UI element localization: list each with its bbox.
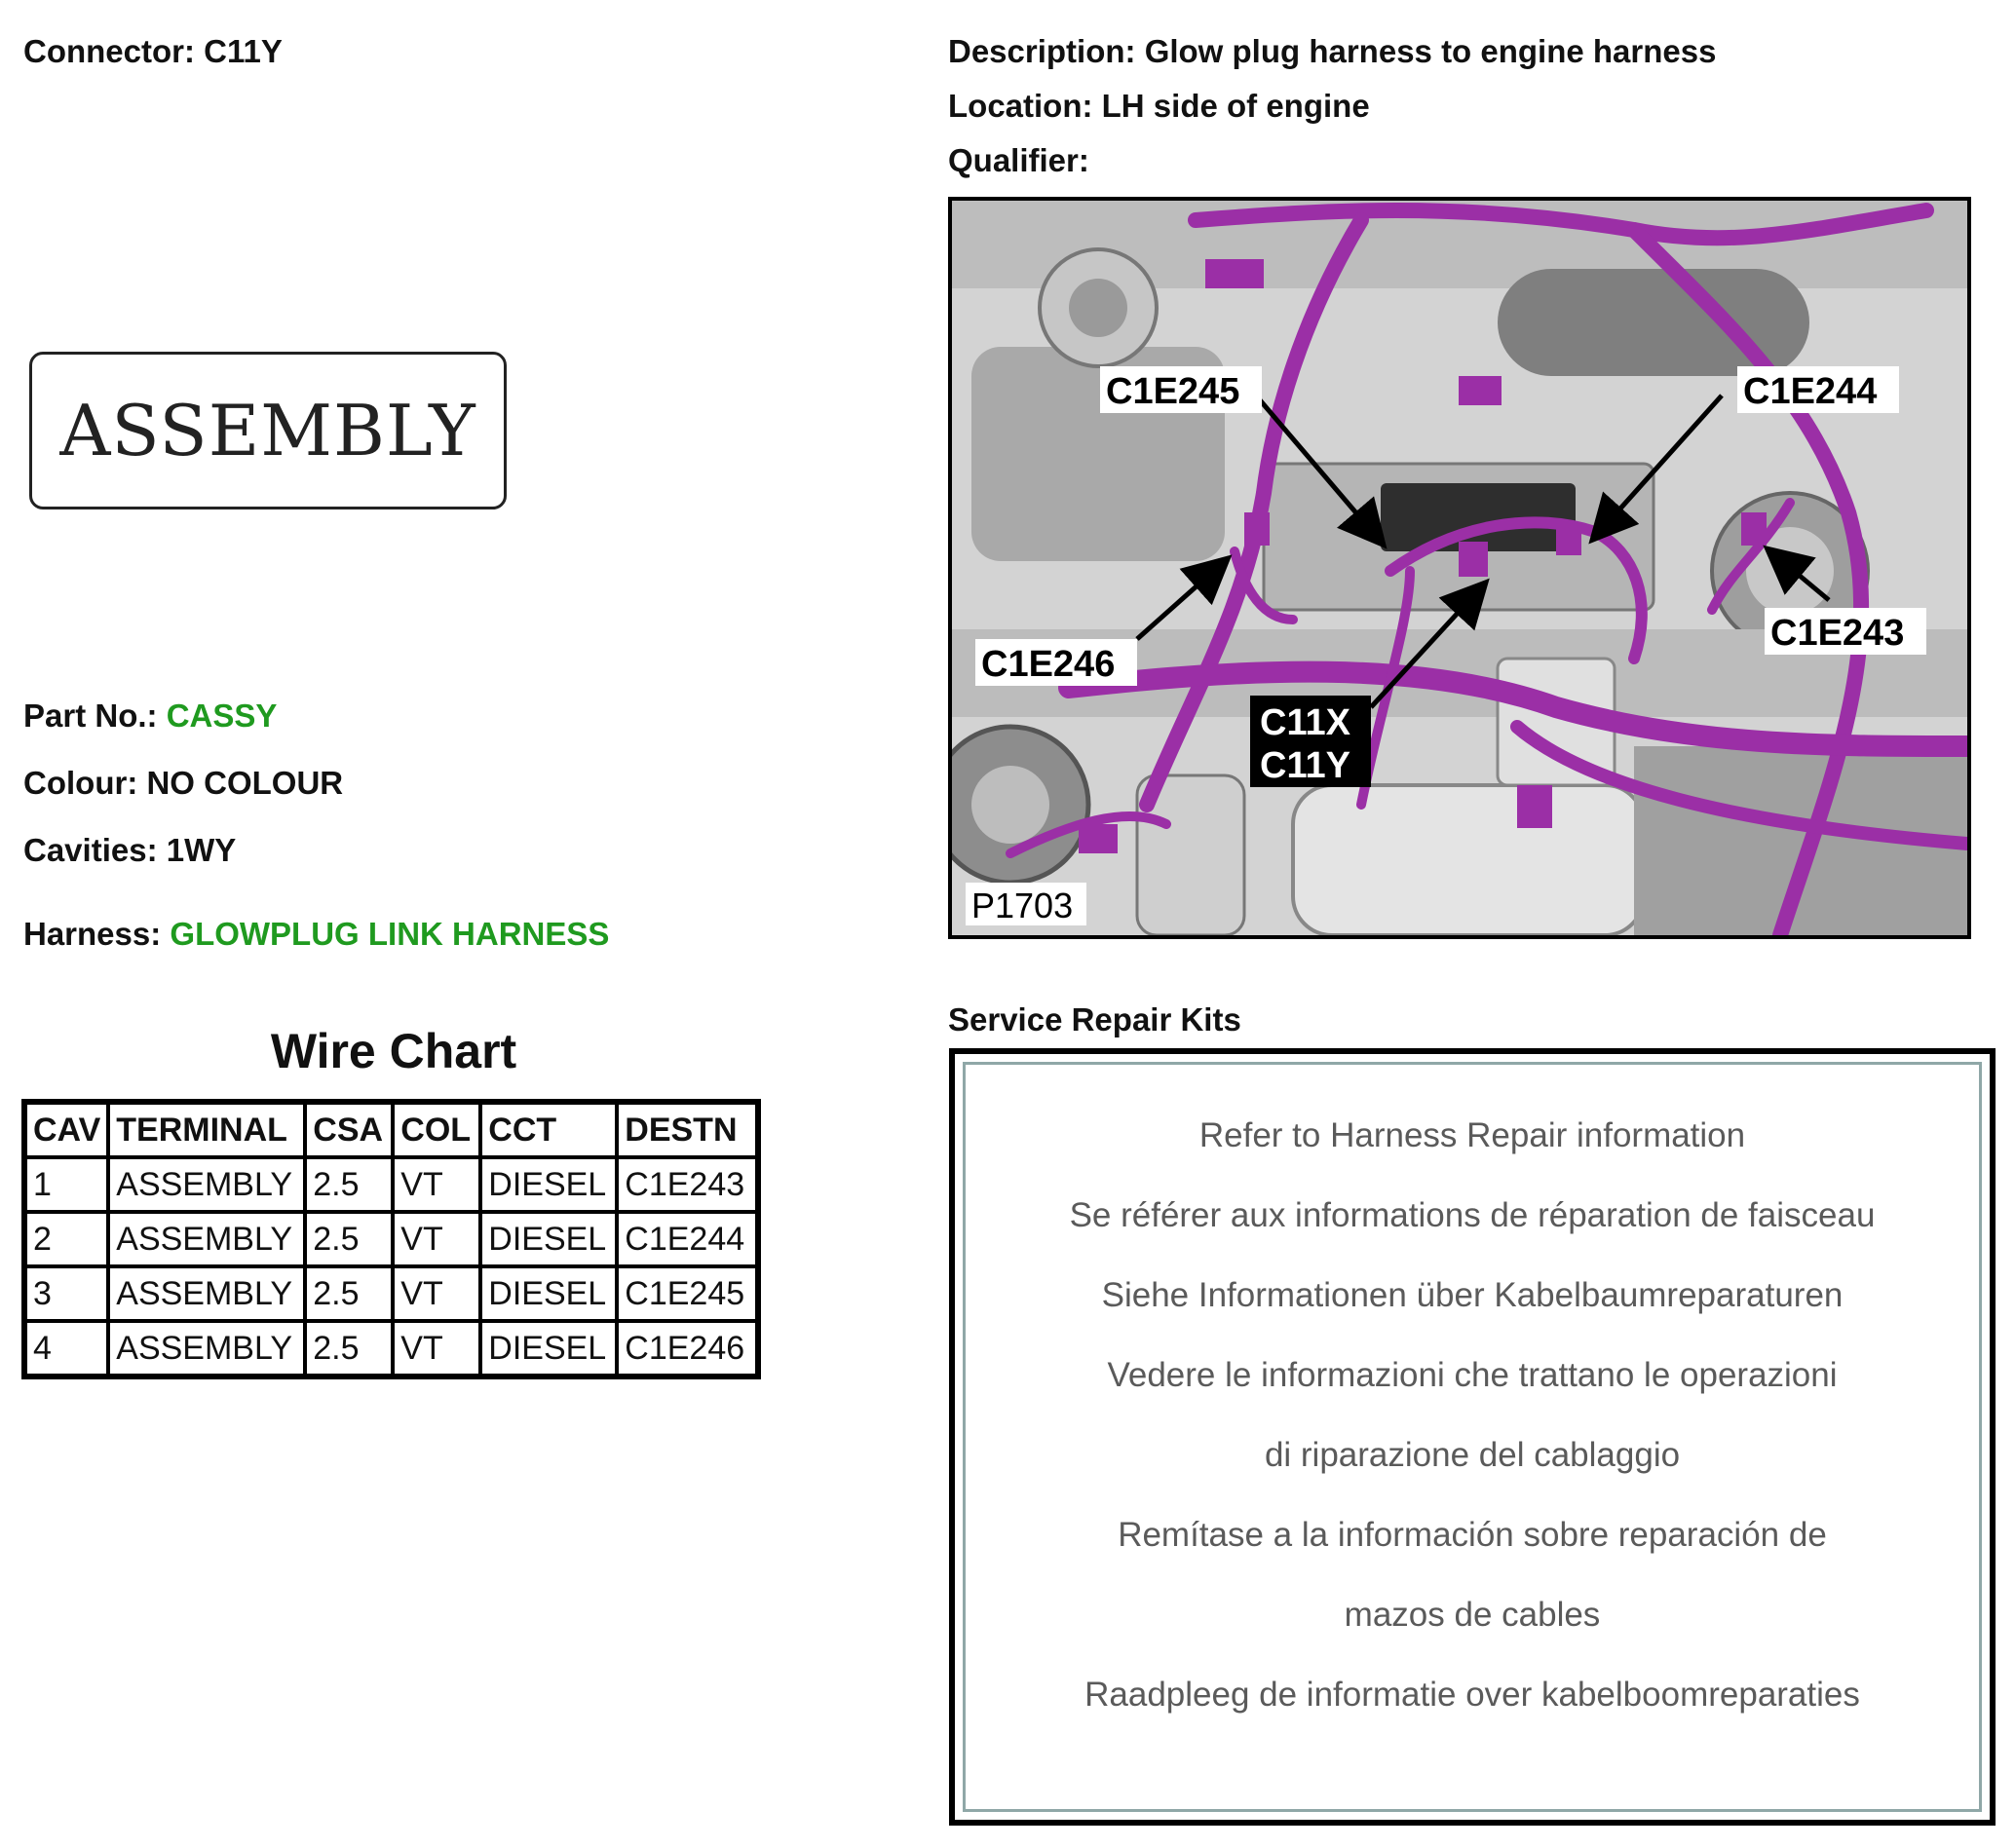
header-cct: CCT	[480, 1102, 617, 1157]
colour-label: Colour: NO COLOUR	[23, 765, 344, 801]
table-row	[24, 1212, 758, 1266]
header-terminal: TERMINAL	[108, 1102, 305, 1157]
header-cav: CAV	[24, 1102, 108, 1157]
kit-line: Remítase a la información sobre reparación de	[1118, 1516, 1827, 1554]
part-number-value: CASSY	[166, 698, 278, 734]
cell-terminal: ASSEMBLY	[108, 1321, 305, 1377]
kit-line: Siehe Informationen über Kabelbaumreparaturen	[1101, 1276, 1844, 1314]
cavities-label: Cavities: 1WY	[23, 832, 237, 868]
callout-c1e244	[1737, 366, 1899, 413]
cell-cct: DIESEL	[480, 1321, 617, 1377]
callout-c1e244-text: C1E244	[1743, 371, 1878, 412]
connector-label: Connector: C11Y	[23, 33, 283, 69]
kit-line: Vedere le informazioni che trattano le operazioni	[1107, 1356, 1838, 1394]
cell-terminal: ASSEMBLY	[108, 1212, 305, 1266]
callout-c1e243-text: C1E243	[1770, 613, 1905, 654]
cell-cct: DIESEL	[480, 1266, 617, 1321]
kit-line: Se référer aux informations de réparation de faisceau	[1069, 1196, 1876, 1234]
figure-id-label	[966, 883, 1086, 925]
service-repair-kits-title: Service Repair Kits	[948, 1001, 1241, 1037]
cell-destn: C1E244	[617, 1212, 758, 1266]
cell-cct: DIESEL	[480, 1212, 617, 1266]
part-number-label: Part No.:	[23, 698, 158, 734]
cell-destn: C1E245	[617, 1266, 758, 1321]
cell-csa: 2.5	[305, 1157, 393, 1212]
wire-chart-header-row	[24, 1102, 758, 1157]
location-label: Location: LH side of engine	[948, 88, 1370, 124]
assembly-stamp-text: ASSEMBLY	[59, 390, 476, 471]
callout-c1e246	[975, 639, 1137, 686]
cell-terminal: ASSEMBLY	[108, 1266, 305, 1321]
callout-c11x-c11y	[1250, 696, 1371, 787]
figure-id-text: P1703	[971, 886, 1074, 925]
callout-c1e245	[1100, 366, 1262, 413]
cell-cct: DIESEL	[480, 1157, 617, 1212]
qualifier-label: Qualifier:	[948, 142, 1089, 178]
engine-location-figure	[948, 197, 1971, 939]
cell-csa: 2.5	[305, 1266, 393, 1321]
header-destn: DESTN	[617, 1102, 758, 1157]
header-csa: CSA	[305, 1102, 393, 1157]
description-label: Description: Glow plug harness to engine harness	[948, 33, 1717, 69]
header-col: COL	[393, 1102, 480, 1157]
cell-cav: 1	[24, 1157, 108, 1212]
table-row	[24, 1157, 758, 1212]
harness-label: Harness:	[23, 916, 162, 952]
cell-col: VT	[393, 1321, 480, 1377]
callout-c1e243	[1765, 608, 1926, 655]
kit-line: Raadpleeg de informatie over kabelboomreparaties	[1084, 1676, 1860, 1714]
cell-terminal: ASSEMBLY	[108, 1157, 305, 1212]
cell-csa: 2.5	[305, 1321, 393, 1377]
wire-chart-table	[21, 1099, 761, 1379]
cell-cav: 3	[24, 1266, 108, 1321]
cell-col: VT	[393, 1157, 480, 1212]
cell-cav: 4	[24, 1321, 108, 1377]
wire-chart-title: Wire Chart	[270, 1024, 517, 1078]
table-row	[24, 1321, 758, 1377]
kit-line: mazos de cables	[1344, 1596, 1601, 1634]
cell-destn: C1E243	[617, 1157, 758, 1212]
cell-col: VT	[393, 1266, 480, 1321]
kit-line: di riparazione del cablaggio	[1264, 1436, 1681, 1474]
kit-line: Refer to Harness Repair information	[1198, 1116, 1746, 1154]
service-repair-kits-box	[949, 1048, 1996, 1826]
engine-illustration	[952, 201, 1967, 935]
service-repair-kits-inner	[963, 1062, 1982, 1812]
callout-c11x-text: C11X	[1260, 702, 1350, 743]
harness-value: GLOWPLUG LINK HARNESS	[170, 916, 610, 952]
callout-c1e246-text: C1E246	[981, 644, 1116, 685]
assembly-stamp	[29, 352, 507, 509]
cell-destn: C1E246	[617, 1321, 758, 1377]
cell-cav: 2	[24, 1212, 108, 1266]
harness-row	[23, 916, 609, 953]
table-row	[24, 1266, 758, 1321]
cell-csa: 2.5	[305, 1212, 393, 1266]
callout-c1e245-text: C1E245	[1106, 371, 1240, 412]
callout-c11y-text: C11Y	[1260, 745, 1350, 786]
part-number-row	[23, 698, 277, 735]
cell-col: VT	[393, 1212, 480, 1266]
